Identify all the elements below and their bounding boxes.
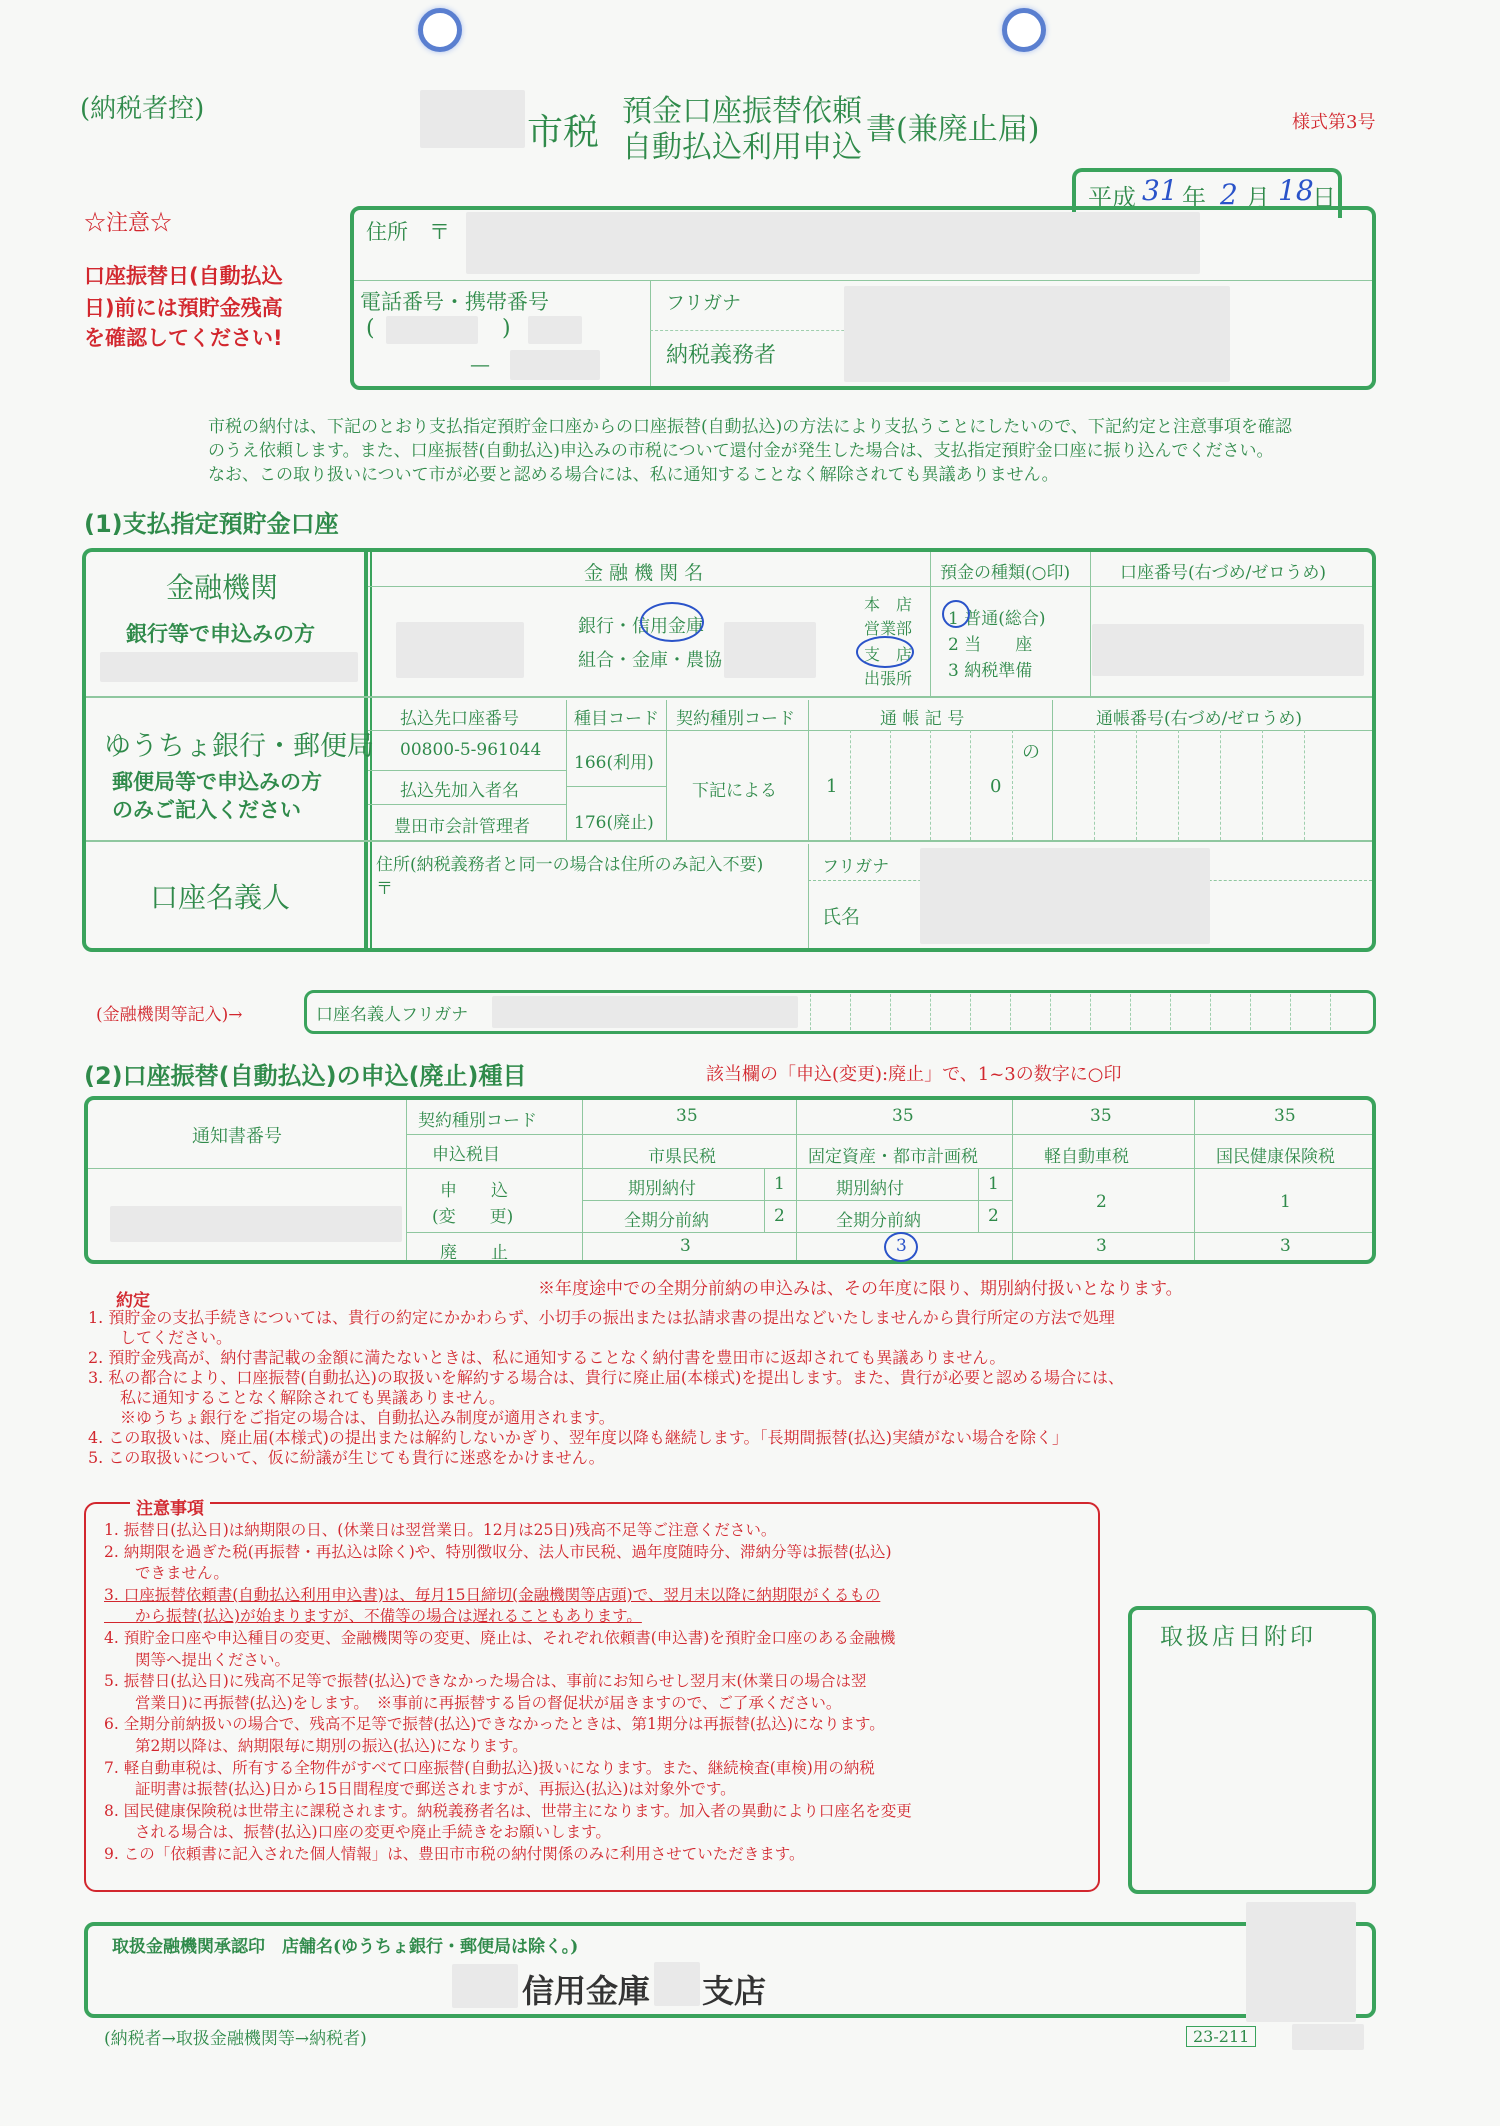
agreement-title: 約定 [116,1291,150,1311]
yucho-digit-0: 0 [990,776,1002,797]
phone-exchange[interactable] [528,316,582,344]
phone-area-code[interactable] [386,316,478,344]
yucho-col-number: 通帳番号(右づめ/ゼロうめ) [1096,709,1302,729]
yucho-payee: 豊田市会計管理者 [394,817,530,837]
bank-sub-redacted [100,652,358,682]
vehicle-apply-no[interactable]: 2 [1096,1192,1107,1212]
holder-furigana-field[interactable] [492,996,798,1028]
form-number: 様式第3号 [1292,112,1376,133]
note-item: 4. 預貯金口座や申込種目の変更、金融機関等の変更、廃止は、それぞれ依頼書(申込書)を預貯金口座のある金融機 [104,1628,896,1647]
date-day-label: 日 [1312,184,1336,212]
property-periodic: 期別納付 [836,1179,904,1199]
city-name-redacted [420,90,525,148]
branch-dept: 営業部 [864,619,913,638]
tax-resident: 市県民税 [648,1147,716,1167]
property-abolish-no[interactable]: 3 [896,1236,907,1256]
title-line1: 預金口座振替依頼 [622,94,862,129]
date-month-label: 月 [1246,184,1270,212]
section2-footnote: ※年度途中での全期分前納の申込みは、その年度に限り、期別納付扱いとなります。 [538,1279,1183,1299]
yucho-code-abolish: 176(廃止) [574,813,654,833]
deposit-circle [942,600,970,628]
note-item: から振替(払込)が始まりますが、不備等の場合は遅れることもあります。 [104,1607,642,1626]
date-era: 平成 [1088,184,1136,212]
abolish-label: 廃 止 [440,1243,508,1263]
city-tax-label: 市税 [527,112,600,153]
yucho-sub1: 郵便局等で申込みの方 [112,769,322,794]
approval-branch-redacted [654,1962,700,2006]
branch-main: 本 店 [864,595,913,614]
notice-number-label: 通知書番号 [192,1126,282,1147]
yucho-col-passbook: 通 帳 記 号 [880,709,965,729]
agreement-list [88,1308,1124,1468]
holder-name-label: 氏名 [822,906,861,928]
tax-health: 国民健康保険税 [1216,1147,1335,1167]
col-account-number: 口座番号(右づめ/ゼロうめ) [1120,563,1326,583]
change-label: (変 更) [432,1207,514,1227]
branch-office: 出張所 [864,669,913,688]
intro-line1: 市税の納付は、下記のとおり支払指定預貯金口座からの口座振替(自動払込)の方法により支払うことにしたいので、下記約定と注意事項を確認 [208,417,1292,437]
approval-branch-part2: 支店 [702,1972,767,2010]
note-item: 3. 口座振替依頼書(自動払込利用申込書)は、毎月15日締切(金融機関等店頭)で、翌月末以降に納期限がくるもの [104,1585,881,1604]
section2-instruction: 該当欄の「申込(変更):廃止」で、1~3の数字に○印 [706,1064,1122,1085]
agreement-item: ※ゆうちょ銀行をご指定の場合は、自動払込み制度が適用されます。 [88,1408,615,1427]
yucho-col-code: 種目コード [574,709,659,729]
notes-title: 注意事項 [130,1494,210,1519]
footer-code: 23-211 [1186,2026,1256,2047]
notes-list [104,1520,912,1866]
note-item: される場合は、振替(払込)口座の変更や廃止手続きをお願いします。 [104,1823,611,1842]
date-stamp-title: 取扱店日附印 [1160,1624,1316,1650]
agreement-item: 私に通知することなく解除されても異議ありません。 [88,1388,505,1407]
section1-title: (1)支払指定預貯金口座 [84,510,339,538]
code-35-d: 35 [1274,1106,1296,1126]
property-full: 全期分前納 [836,1211,921,1231]
code-35-a: 35 [676,1106,698,1126]
note-item: 第2期以降は、納期限毎に期別の振込(払込)になります。 [104,1736,528,1755]
footer-flow: (納税者→取扱金融機関等→納税者) [104,2029,367,2049]
contract-code-label: 契約種別コード [418,1111,537,1131]
yucho-col-contract: 契約種別コード [676,709,795,729]
punch-hole-left [418,8,462,52]
health-abolish-no[interactable]: 3 [1280,1236,1291,1256]
property-periodic-no[interactable]: 1 [988,1174,999,1194]
note-item: 関等へ提出ください。 [104,1650,291,1669]
yucho-digit-1: 1 [826,776,838,797]
holder-name-field[interactable] [920,848,1210,944]
holder-head: 口座名義人 [150,881,291,914]
branch-circle [856,636,914,668]
section2-title: (2)口座振替(自動払込)の申込(廃止)種目 [84,1062,527,1090]
phone-label: 電話番号・携帯番号 [360,290,549,314]
title-suffix: 書(兼廃止届) [866,112,1040,147]
note-item: 8. 国民健康保険税は世帯主に課税されます。納税義務者名は、世帯主になります。加入者の異動により口座名を変更 [104,1801,912,1820]
resident-full: 全期分前納 [624,1211,709,1231]
taxpayer-name-field[interactable] [844,286,1230,382]
agreement-item: 2. 預貯金残高が、納付書記載の金額に満たないときは、私に通知することなく納付書を豊田市に返却されても異議ありません。 [88,1348,1006,1367]
yucho-col-acct: 払込先口座番号 [400,709,519,729]
caution-line3: を確認してください! [84,326,283,350]
furigana-label: フリガナ [666,292,742,314]
caution-line2: 日)前には預貯金残高 [84,296,283,320]
yucho-by-below: 下記による [692,781,777,801]
phone-number[interactable] [510,350,600,380]
address-field[interactable] [466,212,1200,274]
holder-postal: 〒 [376,879,393,899]
col-bank-name: 金 融 機 関 名 [584,562,704,584]
code-35-b: 35 [892,1106,914,1126]
vehicle-abolish-no[interactable]: 3 [1096,1236,1107,1256]
phone-paren-open: ( [366,316,375,341]
bank-name-field[interactable] [396,622,524,678]
bank-types2: 組合・金庫・農協 [578,650,722,671]
phone-dash: — [470,352,490,376]
approval-label: 取扱金融機関承認印 店舗名(ゆうちょ銀行・郵便局は除く。) [112,1937,579,1957]
date-year[interactable]: 31 [1142,174,1178,207]
note-item: 1. 振替日(払込日)は納期限の日、(休業日は翌営業日。12月は25日)残高不足等ご注意ください。 [104,1521,777,1539]
branch-name-field[interactable] [724,622,816,678]
bank-fill-label: (金融機関等記入)→ [96,1005,243,1025]
intro-line2: のうえ依頼します。また、口座振替(自動払込)申込みの市税について還付金が発生した場合は、支払指定預貯金口座に振り込んでください。 [208,441,1274,461]
health-apply-no[interactable]: 1 [1280,1192,1291,1212]
deposit-ordinary: 1 普通(総合) [948,609,1046,629]
agreement-item: 5. この取扱いについて、仮に紛議が生じても貴行に迷惑をかけません。 [88,1448,605,1467]
deposit-checking: 2 当 座 [948,635,1033,655]
bank-type-circle [640,602,704,642]
property-abolish-circle [884,1232,918,1262]
col-deposit-type: 預金の種類(○印) [940,563,1071,583]
intro-line3: なお、この取り扱いについて市が必要と認める場合には、私に通知することなく解除されても異議ありません。 [208,465,1059,485]
note-item: 9. この「依頼書に記入された個人情報」は、豊田市市税の納付関係のみに利用させていただきます。 [104,1844,805,1863]
note-item: 証明書は振替(払込)日から15日間程度で郵送されますが、再振込(払込)は対象外です。 [104,1780,736,1799]
note-item: できません。 [104,1564,229,1583]
note-item: 2. 納期限を過ぎた税(再振替・再払込は除く)や、特別徴収分、法人市民税、過年度随時分、滞納分等は振替(払込) [104,1542,892,1561]
approval-bank-redacted [452,1964,518,2008]
approval-seal-redacted [1246,1902,1356,2022]
date-month[interactable]: 2 [1220,178,1238,211]
address-label: 住所 〒 [366,220,450,244]
holder-furigana-label: フリガナ [822,857,890,877]
resident-periodic: 期別納付 [628,1179,696,1199]
tax-light-vehicle: 軽自動車税 [1044,1147,1129,1167]
holder-address-label: 住所(納税義務者と同一の場合は住所のみ記入不要) [376,855,764,875]
branch-branch: 支 店 [864,645,913,664]
approval-branch-part1: 信用金庫 [522,1972,651,2010]
notice-number-field[interactable] [110,1206,402,1242]
yucho-payee-account: 00800-5-961044 [400,740,542,760]
note-item: 5. 振替日(払込日)に残高不足等で振替(払込)できなかった場合は、事前にお知らせし翌月末(休業日の場合は翌 [104,1672,867,1691]
punch-hole-right [1002,8,1046,52]
caution-title: ☆注意☆ [84,211,173,236]
date-day[interactable]: 18 [1278,174,1314,207]
yucho-no: の [1022,742,1040,763]
note-item: 営業日)に再振替(払込)をします。 ※事前に再振替する旨の督促状が届きますので、ご了承ください。 [104,1693,842,1712]
yucho-sub2: のみご記入ください [112,797,301,822]
account-number-field[interactable] [1092,624,1364,676]
phone-paren-close: ) [502,316,511,341]
yucho-payee-label: 払込先加入者名 [400,781,519,801]
apply-label: 申 込 [440,1181,508,1201]
tax-property: 固定資産・都市計画税 [808,1147,978,1167]
bank-sub: 銀行等で申込みの方 [126,621,315,646]
property-full-no[interactable]: 2 [988,1206,999,1226]
copy-label: (納税者控) [80,94,205,124]
note-item: 7. 軽自動車税は、所有する全物件がすべて口座振替(自動払込)扱いになります。また、継続検査(車検)用の納税 [104,1758,875,1777]
code-35-c: 35 [1090,1106,1112,1126]
bank-types1: 銀行・信用金庫 [578,616,704,637]
taxpayer-name-label: 納税義務者 [666,343,777,368]
resident-abolish-no[interactable]: 3 [680,1236,691,1256]
holder-furigana-field-label: 口座名義人フリガナ [316,1005,469,1025]
date-year-label: 年 [1182,184,1206,212]
agreement-item: してください。 [88,1328,233,1347]
title-line2: 自動払込利用申込 [622,130,862,165]
yucho-code-use: 166(利用) [574,753,654,773]
agreement-item: 4. この取扱いは、廃止届(本様式)の提出または解約しないかぎり、翌年度以降も継続します。「長期間振替(払込)実績がない場合を除く」 [88,1428,1069,1447]
agreement-item: 3. 私の都合により、口座振替(自動払込)の取扱いを解約する場合は、貴行に廃止届(本様式)を提出します。また、貴行が必要と認める場合には、 [88,1368,1125,1387]
note-item: 6. 全期分前納扱いの場合で、残高不足等で振替(払込)できなかったときは、第1期分は再振替(払込)になります。 [104,1715,885,1734]
resident-full-no[interactable]: 2 [774,1206,785,1226]
caution-line1: 口座振替日(自動払込 [84,264,283,288]
yucho-head: ゆうちょ銀行・郵便局 [104,731,374,762]
deposit-tax-reserve: 3 納税準備 [948,661,1033,681]
resident-periodic-no[interactable]: 1 [774,1174,785,1194]
apply-item-label: 申込税目 [432,1145,500,1165]
bank-head: 金融機関 [166,571,279,604]
agreement-item: 1. 預貯金の支払手続きについては、貴行の約定にかかわらず、小切手の振出または払請求書の提出などいたしませんから貴行所定の方法で処理 [88,1308,1115,1327]
footer-code-redacted [1292,2024,1364,2050]
